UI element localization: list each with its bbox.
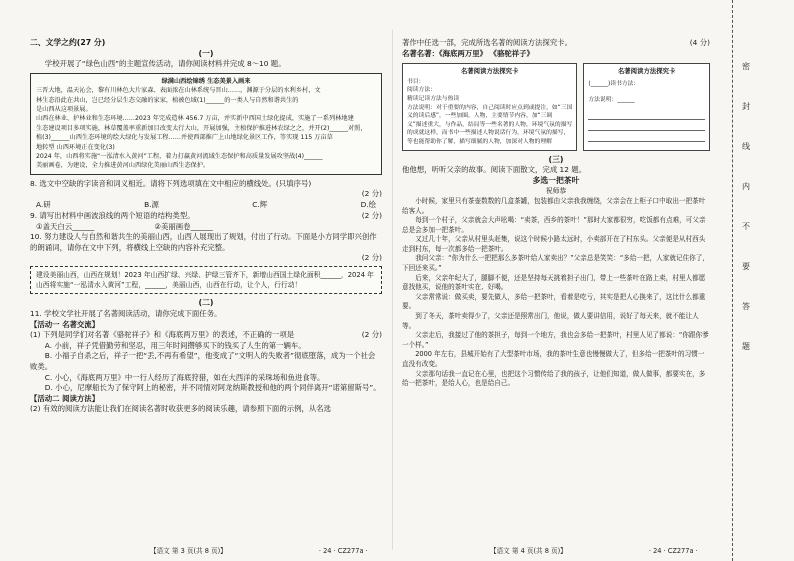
seal-text — [740, 60, 752, 380]
seal-char: 封 — [742, 102, 750, 111]
story-paragraph: 父亲走后，我接过了他的茶担子，每到一个地方，我也会多给一把茶叶，村里人见了都说：“你跟你爹一个样。” — [402, 331, 709, 349]
seal-char: 要 — [742, 262, 750, 271]
seal-char: 题 — [742, 342, 750, 351]
material-box — [30, 73, 382, 175]
activity-1-option: C. 小心，《海底两万里》中一行人经历了海底狩猎，如在大西洋的采珠场和鱼进食等。 — [44, 372, 325, 382]
part2-label: (二) — [198, 298, 214, 308]
card-line: 阅读方法： — [407, 87, 436, 94]
story-paragraph: 父亲那句话我一直记在心里，也把这个习惯传给了我的孩子，让他们知道，做人做事，都要实在，多给一把茶叶，是给人心，也是给自己。 — [402, 369, 706, 388]
story-paragraph: 后来，父亲年纪大了，腿脚不便，还是坚持每天挑着担子出门，带上一些茶叶在路上卖，村里人都愿意找他买，说他的茶叶实在、好喝。 — [402, 273, 706, 292]
material-line: 山西在林业、护林业和生态环境……2023 年完成造林 456.7 万亩，并实新中西国土绿化提成，实施了一系列林地建 — [36, 115, 354, 123]
seal-char: 不 — [742, 222, 750, 231]
option-d: D.绘 — [360, 200, 376, 210]
material-title: 绿满山西绘锦绣 生态美景入画来 — [161, 77, 251, 85]
seal-line — [732, 0, 734, 561]
question-11: 11. 学校文学社开展了名著阅读活动，请你完成下面任务。 — [30, 309, 222, 318]
card-line: 方法说明：对于重要的内容，自己阅读时应点到或提注，如“三国 — [407, 104, 573, 111]
question-8-score-row — [30, 189, 382, 200]
left-footer-code: · 24 · CZ277a · — [318, 547, 368, 555]
card-line: 义的读后感”，一些加圈，人物，主要情节内容，加“三调 — [407, 113, 553, 120]
right-top-score: (4 分) — [689, 38, 710, 47]
story-paragraph: 我问父亲：“你为什么一把把那么多茶叶给人家卖出？”父亲总是笑笑：“多给一把，人家就记住你了，下回还来买。” — [402, 254, 709, 273]
part1-label: (一) — [198, 48, 214, 58]
activity-1-option: A. 小前，祥子凭借勤劳和坚忍，用三年时间攒够买下的钱买了人生的第一辆车。 — [44, 340, 306, 350]
activity-1-option: B. 小福子自杀之后，祥子一把“丢,不再有希望”，他变成了“文明人的失败者”彻底堕落，成为一个社会败类。 — [30, 351, 376, 371]
method-card-answer[interactable] — [583, 63, 710, 150]
method-card-answer-title: 名著阅读方法探究卡 — [617, 67, 676, 76]
card-line: 的成就这样，而书中一些描述人物说话行为，环境气氛的描写， — [407, 130, 570, 137]
seal-char: 线 — [742, 142, 750, 151]
question-8 — [30, 179, 382, 190]
question-9-item-b: ②美丽画卷______ — [154, 221, 213, 231]
material-line: 三晋大地，温天沁会，黎有川林色大片家森、表面浓在山林系统与晋山……，渊源于分层的水利乡村，文 — [36, 87, 321, 95]
story-author: 祝师恭 — [545, 187, 567, 196]
activity-2-question: (2) 有效的阅读方法能让我们在阅读名著时收获更多的阅读乐趣，请参照下面的示例，从名选 — [30, 404, 332, 414]
left-footer — [150, 545, 368, 555]
method-card-example-title: 名著阅读方法探究卡 — [460, 67, 519, 76]
method-card-example — [402, 63, 577, 150]
card-line: 义”描述重大，与作品，结局等一些名著的人物，环境气氛的描写 — [407, 121, 573, 128]
question-8-text: 8. 选文中空缺的字读音和词义相近。请将下列选项填在文中相应的横线处。(只填序号) — [30, 178, 312, 188]
material-line: 美丽画卷，为建设，全力推进黄河山西绿化美丽山西生态保护。 — [36, 162, 210, 170]
question-10 — [30, 232, 382, 253]
answer-underline[interactable] — [588, 120, 705, 131]
material-line: 2024 年，山西将实施“一泓清水入黄河”工程，着力打赢黄河流域生态保护和高质量发展攻坚战(4)______ — [36, 153, 323, 161]
question-10-score-row — [30, 253, 382, 263]
material-line: 是山西从这项景展。 — [36, 106, 92, 113]
question-9 — [30, 211, 382, 222]
material-line: 地转型 山西环境正在变化(3) — [36, 143, 115, 151]
answer-underline[interactable] — [588, 131, 705, 142]
story-paragraph: 小时候，家里只有茶壶数数的几盒茶罐，包装都由父亲我我缠绕，父亲会在上柜子口中取出一把茶叶给客人。 — [402, 196, 706, 215]
right-page — [402, 38, 710, 389]
story-paragraph: 又过几十年，父亲从村里头赶集，说这个时候小路太远时，小卖部开在了村东头。父亲便是从村西头走到村东，每一次都多给一把茶叶。 — [402, 235, 706, 253]
activity-1-score: (2 分) — [361, 330, 382, 340]
material-line: 植(3)______山西生态环境的绘大绿化与发展工程……并使西部推广上山地绿化景区工作，等实现 115 万亩草 — [36, 134, 333, 142]
right-footer-code: · 24 · CZ277a · — [648, 547, 698, 555]
right-footer-page: 【语文 第 4 页(共 8 页)】 — [490, 547, 567, 555]
question-10-recital-text: 建设美丽山西，山西在规划！2023 年山西扩绿、兴绿、护绿三管齐下，新增山西国土绿化面积______，2024 年山西将实施“一泓清水入黄河”工程，______，美丽山西，山西在行动，让个人，行行动！ — [36, 271, 374, 290]
part3-label: (三) — [548, 154, 564, 164]
material-line: 生态建设项目多项实施，林草覆盖率重新加目改变太行大山，开展加强，主植保护推进林农绿之之，并开(2)______对照， — [36, 124, 367, 132]
question-9-score: (2 分) — [361, 211, 382, 221]
part3-intro: 他他想，听听父亲的故事。阅读下面散文，完成 12 题。 — [402, 165, 587, 175]
books-label: 名著名著：《海底两万里》 《骆驼祥子》 — [402, 48, 534, 58]
answer-underline[interactable] — [588, 109, 705, 120]
card-line: 精读记读方法与热读 — [407, 95, 460, 102]
seal-char: 答 — [742, 302, 750, 311]
story-title: 多选一把茶叶 — [532, 175, 580, 185]
question-9-text: 9. 请写出材料中画波浪线的两个短语的结构类型。 — [30, 211, 195, 221]
option-c: C.辉 — [252, 200, 268, 210]
section-title: 二、文学之约(27 分) — [30, 38, 106, 47]
right-footer — [490, 545, 698, 555]
activity-1-question-text: (1) 下列是同学们对名著《骆驼祥子》和《海底两万里》的表述，不正确的一项是 — [30, 330, 295, 340]
question-10-score: (2 分) — [361, 253, 382, 263]
card-line: 等也能帮助你了解，描写细腻的人物，加深对人物的理解 — [407, 138, 552, 145]
activity-1-title: 【活动一 名著交流】 — [30, 319, 100, 329]
story-paragraph: 到了冬天，茶叶卖得少了，父亲还是照常出门，他说，做人要讲信用，说好了每天来，就不能让人等。 — [402, 312, 699, 330]
activity-2-title: 【活动二 阅读方法】 — [30, 393, 100, 403]
story-paragraph: 每到一个村子，父亲就会大声吆喝：“卖茶，西乡的茶叶！”那时大家都很穷，吃饭都有点难，可父亲总是会多加一把茶叶。 — [402, 216, 706, 234]
question-9-items — [30, 222, 382, 233]
left-footer-page: 【语文 第 3 页(共 8 页)】 — [150, 547, 227, 555]
left-page — [30, 38, 382, 415]
story-body — [402, 197, 710, 389]
seal-char: 内 — [742, 182, 750, 191]
card-line: 书目： — [407, 78, 425, 85]
option-b: B.源 — [144, 200, 159, 210]
right-top-text: 著作中任选一部，完成所选名著的阅读方法探究卡。 — [402, 38, 572, 47]
question-8-options — [30, 200, 382, 211]
story-paragraph: 2000 年左右，县城开始有了大型茶叶市场，我的茶叶生意也慢慢做大了，但多给一把茶叶的习惯一直没有改变。 — [402, 350, 705, 368]
activity-1-question — [30, 330, 382, 341]
part1-intro: 学校开展了“绿色山西”的主题宣传活动，请你阅读材料并完成 8～10 题。 — [44, 59, 286, 69]
option-a: A.研 — [36, 200, 51, 210]
card-answer-line[interactable]: (______)读书方法： — [588, 80, 640, 87]
question-8-score: (2 分) — [361, 189, 382, 199]
page-fold — [392, 30, 393, 550]
material-line: 林生态沿此在共山，岂已经分层生态交融的家家，植被色域(1)______的一类人与自然和谐共生的 — [36, 96, 299, 104]
question-10-text: 10. 努力建设人与自然和谐共生的美丽山西，山西人展现出了规划，付出了行动。下面是小方同学即兴创作的朗诵词，请你在文中下列，将横线上空缺的内容补充完整。 — [30, 232, 377, 252]
right-top-line — [402, 38, 710, 49]
card-answer-line[interactable]: 方法说明：______ — [588, 97, 635, 104]
activity-1-option: D. 小心，尼摩船长为了保守阿上的秘密，并不同情对阿龙纳斯教授和他的两个同伴离开“诺第留斯号”。 — [44, 383, 381, 393]
seal-strip — [718, 0, 794, 561]
story-paragraph: 父亲常常说：做买卖，要先做人，多给一把茶叶，看着是吃亏，其实是把人心换来了，这比什么都重要。 — [402, 292, 706, 311]
seal-char: 密 — [742, 62, 750, 71]
question-10-recital — [30, 266, 382, 294]
method-cards — [402, 63, 710, 150]
question-9-item-a: ①盖天白云______ — [36, 221, 95, 231]
